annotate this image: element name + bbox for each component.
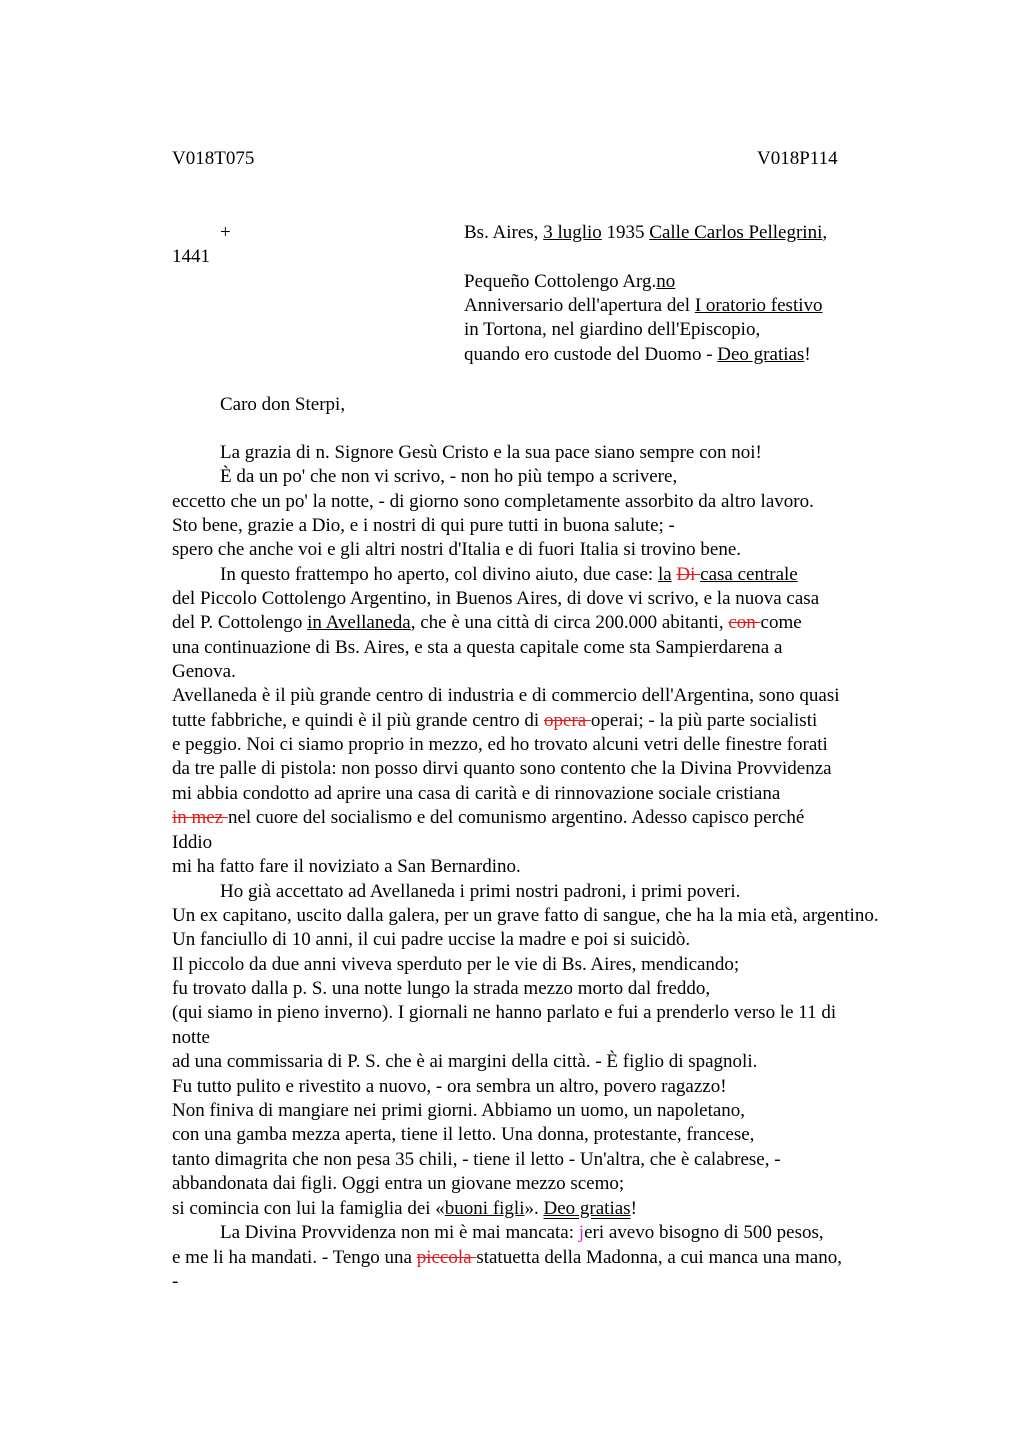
place-date-line: Bs. Aires, 3 luglio 1935 Calle Carlos Pellegrini, [464, 222, 828, 243]
body-line: e peggio. Noi ci siamo proprio in mezzo, ed ho trovato alcuni vetri delle finestre forati [172, 734, 828, 755]
deleted-text: con [728, 612, 761, 633]
archive-code-left: V018T075 [172, 148, 255, 169]
deleted-text: Di [676, 564, 701, 585]
body-line: si comincia con lui la famiglia dei «buoni figli». Deo gratias! [172, 1198, 637, 1219]
body-line: Sto bene, grazie a Dio, e i nostri di qui pure tutti in buona salute; - [172, 515, 675, 536]
deleted-text: piccola [416, 1247, 477, 1268]
body-line: Un fanciullo di 10 anni, il cui padre uccise la madre e poi si suicidò. [172, 929, 691, 950]
body-line: del P. Cottolengo in Avellaneda, che è una città di circa 200.000 abitanti, con come [172, 612, 802, 633]
body-line: La Divina Provvidenza non mi è mai mancata: jeri avevo bisogno di 500 pesos, [220, 1222, 824, 1243]
anniversary-line: Anniversario dell'apertura del I oratorio festivo [464, 295, 823, 316]
institution-line: Pequeño Cottolengo Arg.no [464, 271, 676, 292]
address-number: 1441 [172, 246, 210, 267]
body-line: mi ha fatto fare il noviziato a San Bernardino. [172, 856, 521, 877]
salutation: Caro don Sterpi, [220, 394, 346, 415]
body-line: (qui siamo in pieno inverno). I giornali ne hanno parlato e fui a prenderlo verso le 11 di [172, 1002, 837, 1023]
body-line: eccetto che un po' la notte, - di giorno sono completamente assorbito da altro lavoro. [172, 491, 814, 512]
body-line: ad una commissaria di P. S. che è ai margini della città. - È figlio di spagnoli. [172, 1051, 758, 1072]
body-line: e me li ha mandati. - Tengo una piccola statuetta della Madonna, a cui manca una mano, [172, 1247, 842, 1268]
body-line: in mez nel cuore del socialismo e del comunismo argentino. Adesso capisco perché [172, 807, 805, 828]
body-line: La grazia di n. Signore Gesù Cristo e la sua pace siano sempre con noi! [220, 442, 762, 463]
body-line: abbandonata dai figli. Oggi entra un giovane mezzo scemo; [172, 1173, 625, 1194]
body-line: mi abbia condotto ad aprire una casa di carità e di rinnovazione sociale cristiana [172, 783, 781, 804]
body-line: spero che anche voi e gli altri nostri d'Italia e di fuori Italia si trovino bene. [172, 539, 742, 560]
body-line: Iddio [172, 832, 213, 853]
inserted-text: j [578, 1222, 585, 1243]
body-line: Avellaneda è il più grande centro di industria e di commercio dell'Argentina, sono quasi [172, 685, 840, 706]
deleted-text: opera [543, 710, 591, 731]
body-line: con una gamba mezza aperta, tiene il letto. Una donna, protestante, francese, [172, 1124, 755, 1145]
body-line: una continuazione di Bs. Aires, e sta a questa capitale come sta Sampierdarena a [172, 637, 783, 658]
body-line: da tre palle di pistola: non posso dirvi quanto sono contento che la Divina Provvidenza [172, 758, 832, 779]
body-line: fu trovato dalla p. S. una notte lungo la strada mezzo morto dal freddo, [172, 978, 711, 999]
anniversary-line-3: quando ero custode del Duomo - Deo gratias! [464, 344, 811, 365]
archive-code-right: V018P114 [757, 148, 838, 169]
body-line: Genova. [172, 661, 236, 682]
body-line: tutte fabbriche, e quindi è il più grande centro di opera operai; - la più parte socialisti [172, 710, 818, 731]
deleted-text: in mez [172, 807, 228, 828]
body-line: Un ex capitano, uscito dalla galera, per un grave fatto di sangue, che ha la mia età, argentino. [172, 905, 879, 926]
anniversary-line-2: in Tortona, nel giardino dell'Episcopio, [464, 319, 761, 340]
body-line: Non finiva di mangiare nei primi giorni. Abbiamo un uomo, un napoletano, [172, 1100, 746, 1121]
body-line: È da un po' che non vi scrivo, - non ho più tempo a scrivere, [220, 466, 678, 487]
body-line: del Piccolo Cottolengo Argentino, in Buenos Aires, di dove vi scrivo, e la nuova casa [172, 588, 820, 609]
cross-symbol: + [220, 222, 231, 243]
body-line: notte [172, 1027, 210, 1048]
body-line: In questo frattempo ho aperto, col divino aiuto, due case: la Di casa centrale [220, 564, 798, 585]
body-line: - [172, 1271, 179, 1292]
body-line: Ho già accettato ad Avellaneda i primi nostri padroni, i primi poveri. [220, 881, 741, 902]
body-line: Fu tutto pulito e rivestito a nuovo, - ora sembra un altro, povero ragazzo! [172, 1076, 727, 1097]
body-line: Il piccolo da due anni viveva sperduto per le vie di Bs. Aires, mendicando; [172, 954, 740, 975]
body-line: tanto dimagrita che non pesa 35 chili, - tiene il letto - Un'altra, che è calabrese, - [172, 1149, 781, 1170]
